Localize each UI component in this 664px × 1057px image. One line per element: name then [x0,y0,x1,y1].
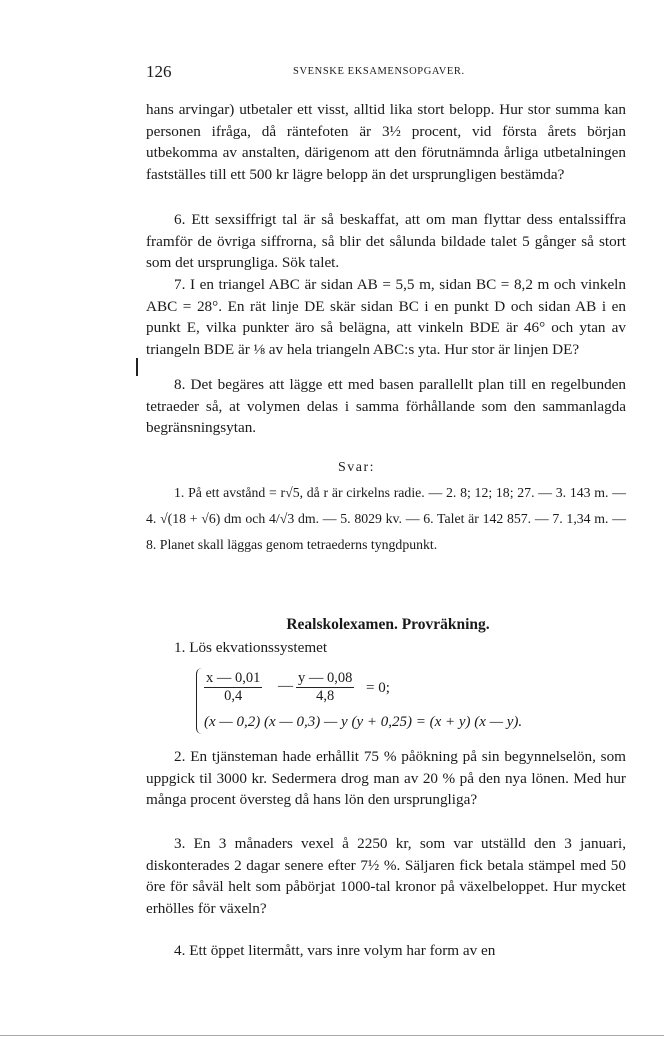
question-4: 4. Ett öppet litermått, vars inre volym har form av en [174,942,496,959]
answers-text: 1. På ett avstånd = r√5, då r är cirkelns radie. — 2. 8; 12; 18; 27. — 3. 143 m. — 4. √(18 + √6) dm och 4/√3 dm. — 5. 8029 kv. — 6. Talet är 142 857. — 7. 1,34 m. — 8. Planet skall läggas genom tetraederns tyngdpunkt. [146,485,626,552]
running-title: SVENSKE EKSAMENSOPGAVER. [293,66,465,77]
equation-rhs: = 0; [366,680,390,696]
problem-7: 7. I en triangel ABC är sidan AB = 5,5 m, sidan BC = 8,2 m och vinkeln ABC = 28°. En rät linje DE skär sidan BC i en punkt D och sidan AB i en punkt E, vilka punkter äro så belägna, att vinkeln BDE är 46° och ytan av triangeln BDE är ⅛ av hela triangeln ABC:s yta. Hur stor är linjen DE? [146,276,626,358]
page-header [146,62,626,84]
answers-label: Svar: [338,460,376,475]
fraction-x [204,670,262,705]
fraction-x-numerator: x — 0,01 [206,670,261,686]
bottom-rule [0,1035,664,1036]
problem-6: 6. Ett sexsiffrigt tal är så beskaffat, att om man flyttar dess entalssiffra framför de övriga siffrorna, så blir det sålunda bildade talet 5 gånger så stort som det ursprungliga. Sök talet. [146,211,626,272]
fraction-y-denominator: 4,8 [316,688,335,704]
question-3: 3. En 3 månaders vexel å 2250 kr, som var utställd den 3 januari, diskonterades 2 dagar senere efter 7½ %. Säljaren fick betala stämpel med 50 öre för såväl helt som påbörjat 1000-tal kronor på växelbeloppet. Hur mycket erhölles för växeln? [146,835,626,917]
margin-mark [136,358,138,376]
question-1: 1. Lös ekvationssystemet [174,639,328,656]
fraction-y [296,670,354,705]
page-number: 126 [146,62,172,81]
problem-8: 8. Det begäres att lägge ett med basen parallellt plan till en regelbunden tetraeder så, at volymen delas i samma förhållande som den sammanlagda begränsningsytan. [146,376,626,437]
paragraph-continuation: hans arvingar) utbetaler ett visst, alltid lika stort belopp. Hur stor summa kan personen ifråga, då räntefoten är 3½ procent, vid första årets början utbekomma av anstalten, därigenom att den förutnämnda årliga utbetalningen fastställes till ett 500 kr lägre belopp än det ursprungligen bestämda? [146,101,626,183]
equation-minus: — [278,678,293,694]
section-heading: Realskolexamen. Provräkning. [286,616,490,633]
equation-system [196,668,616,738]
fraction-y-numerator: y — 0,08 [298,670,353,686]
question-2: 2. En tjänsteman hade erhållit 75 % påökning på sin begynnelselön, som uppgick til 3000 kr. Sedermera drog man av 20 % på den nya lönen. Med hur många procent översteg då hans lön den ursprungliga? [146,748,626,809]
equation-2: (x — 0,2) (x — 0,3) — y (y + 0,25) = (x + y) (x — y). [204,714,523,730]
fraction-x-denominator: 0,4 [224,688,243,704]
